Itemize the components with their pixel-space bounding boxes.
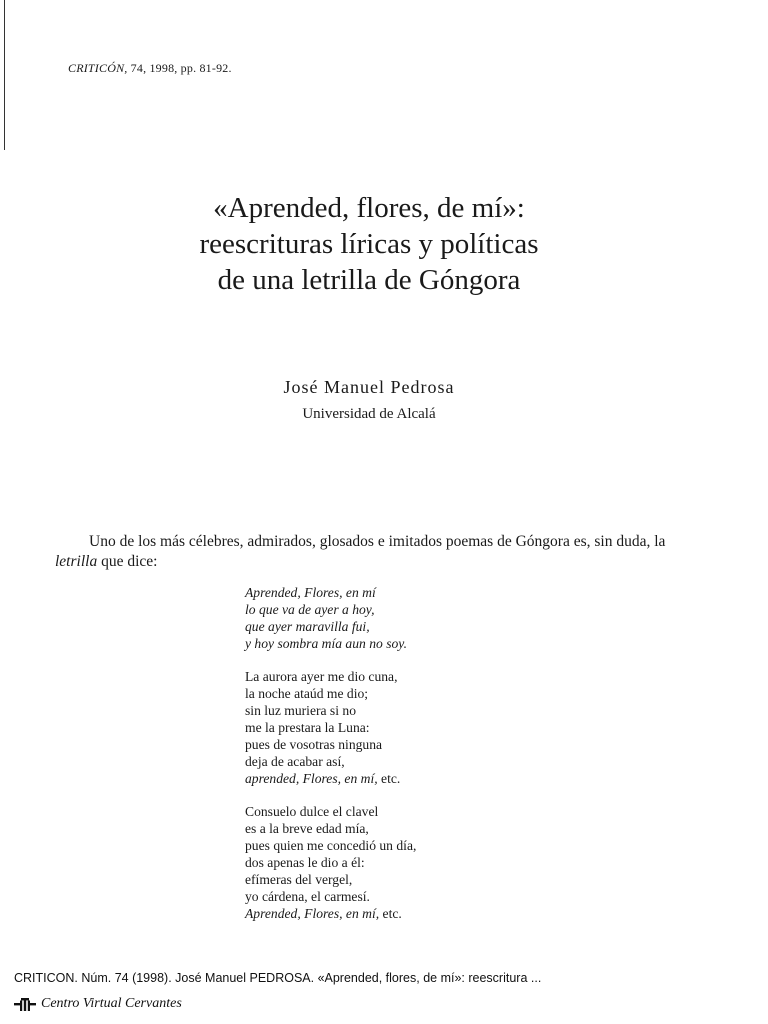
article-title <box>0 190 738 298</box>
intro-text: Uno de los más célebres, admirados, glosados e imitados poemas de Góngora es, sin duda, la <box>89 533 666 550</box>
poem-etc: etc. <box>377 771 401 786</box>
title-line: reescrituras líricas y políticas <box>199 228 539 260</box>
poem-line: dos apenas le dio a él: <box>245 855 365 870</box>
poem-quote <box>245 584 416 938</box>
journal-issue-pages: 74, 1998, pp. 81-92. <box>127 61 232 75</box>
author-name: José Manuel Pedrosa <box>283 377 455 397</box>
poem-line: sin luz muriera si no <box>245 703 356 718</box>
intro-paragraph <box>55 532 685 572</box>
poem-line: Consuelo dulce el clavel <box>245 804 379 819</box>
poem-line: Aprended, Flores, en mí <box>245 585 376 600</box>
poem-line: efímeras del vergel, <box>245 872 353 887</box>
journal-name: CRITICÓN, <box>68 61 128 75</box>
poem-refrain: aprended, Flores, en mí, <box>245 771 378 786</box>
poem-refrain-line <box>245 770 416 787</box>
poem-line: pues quien me concedió un día, <box>245 838 417 853</box>
poem-line: yo cárdena, el carmesí. <box>245 889 370 904</box>
poem-stanza-1 <box>245 584 416 652</box>
poem-line: es a la breve edad mía, <box>245 821 369 836</box>
cvc-brand[interactable] <box>14 996 182 1012</box>
footer-reference[interactable]: CRITICON. Núm. 74 (1998). José Manuel PEDROSA. «Aprended, flores, de mí»: reescritura ... <box>14 971 542 985</box>
intro-emphasis: letrilla <box>55 553 98 570</box>
poem-refrain: Aprended, Flores, en mí, <box>245 906 380 921</box>
poem-line: lo que va de ayer a hoy, <box>245 602 375 617</box>
title-line: «Aprended, flores, de mí»: <box>213 192 525 224</box>
journal-citation <box>68 61 232 76</box>
poem-line: que ayer maravilla fui, <box>245 619 370 634</box>
page-edge-rule <box>4 0 5 150</box>
poem-line: La aurora ayer me dio cuna, <box>245 669 398 684</box>
poem-line: me la prestara la Luna: <box>245 720 370 735</box>
poem-stanza-2 <box>245 668 416 787</box>
poem-stanza-3 <box>245 803 416 922</box>
poem-refrain-line <box>245 905 416 922</box>
cvc-logo-icon <box>14 997 36 1011</box>
intro-text-end: que dice: <box>97 553 158 570</box>
poem-line: deja de acabar así, <box>245 754 345 769</box>
poem-line: la noche ataúd me dio; <box>245 686 369 701</box>
author-affiliation: Universidad de Alcalá <box>302 406 436 422</box>
poem-line: pues de vosotras ninguna <box>245 737 383 752</box>
poem-line: y hoy sombra mía aun no soy. <box>245 636 407 651</box>
poem-etc: etc. <box>379 906 402 921</box>
title-line: de una letrilla de Góngora <box>217 264 521 296</box>
cvc-brand-name: Centro Virtual Cervantes <box>41 996 182 1011</box>
